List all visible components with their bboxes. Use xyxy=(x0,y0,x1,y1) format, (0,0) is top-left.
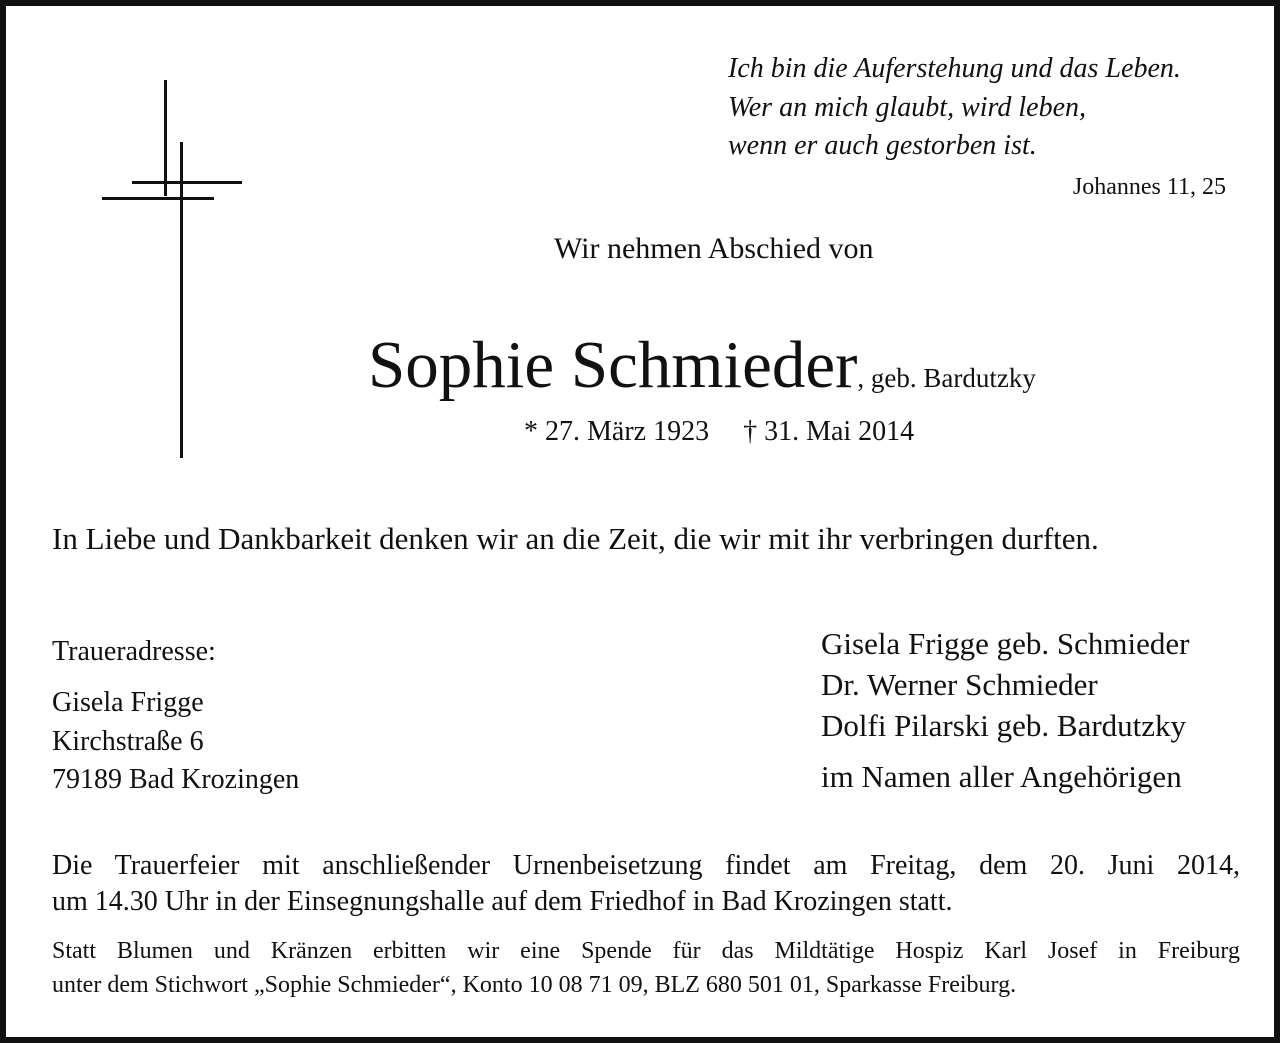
ceremony-info xyxy=(52,848,1240,920)
birth-date: * 27. März 1923 xyxy=(524,416,710,447)
cross-icon xyxy=(102,80,244,460)
family-member: Gisela Frigge geb. Schmieder xyxy=(821,626,1190,661)
address-line: 79189 Bad Krozingen xyxy=(52,764,300,795)
donation-info xyxy=(52,934,1240,1002)
death-date: † 31. Mai 2014 xyxy=(743,416,915,447)
quote-line: Ich bin die Auferstehung und das Leben. xyxy=(728,53,1181,84)
life-dates xyxy=(524,416,914,448)
quote-line: Wer an mich glaubt, wird leben, xyxy=(728,91,1087,123)
farewell-heading: Wir nehmen Abschied von xyxy=(554,232,874,265)
deceased-name-line xyxy=(368,328,1036,402)
quote-line: wenn er auch gestorben ist. xyxy=(728,130,1037,161)
family-members xyxy=(821,623,1189,746)
address-label: Traueradresse: xyxy=(52,636,216,667)
deceased-name: Sophie Schmieder xyxy=(368,328,858,402)
address-line: Gisela Frigge xyxy=(52,687,204,718)
maiden-name: , geb. Bardutzky xyxy=(857,363,1036,393)
bible-quote xyxy=(728,50,1181,166)
quote-reference: Johannes 11, 25 xyxy=(1072,174,1226,200)
ceremony-line: Die Trauerfeier mit anschließender Urnenbeisetzung findet am Freitag, dem 20. Juni 2014, xyxy=(52,850,1240,881)
family-member: Dolfi Pilarski geb. Bardutzky xyxy=(821,708,1187,743)
address-line: Kirchstraße 6 xyxy=(52,725,204,757)
on-behalf-line: im Namen aller Angehörigen xyxy=(821,759,1182,794)
family-member: Dr. Werner Schmieder xyxy=(821,667,1098,702)
ceremony-line: um 14.30 Uhr in der Einsegnungshalle auf dem Friedhof in Bad Krozingen statt. xyxy=(52,886,953,917)
donation-line: unter dem Stichwort „Sophie Schmieder“, Konto 10 08 71 09, BLZ 680 501 01, Sparkasse Freiburg. xyxy=(52,972,1017,998)
donation-line: Statt Blumen und Kränzen erbitten wir eine Spende für das Mildtätige Hospiz Karl Josef in Freiburg xyxy=(52,938,1240,964)
memory-statement: In Liebe und Dankbarkeit denken wir an die Zeit, die wir mit ihr verbringen durften. xyxy=(52,521,1099,556)
mourning-address xyxy=(52,684,299,800)
